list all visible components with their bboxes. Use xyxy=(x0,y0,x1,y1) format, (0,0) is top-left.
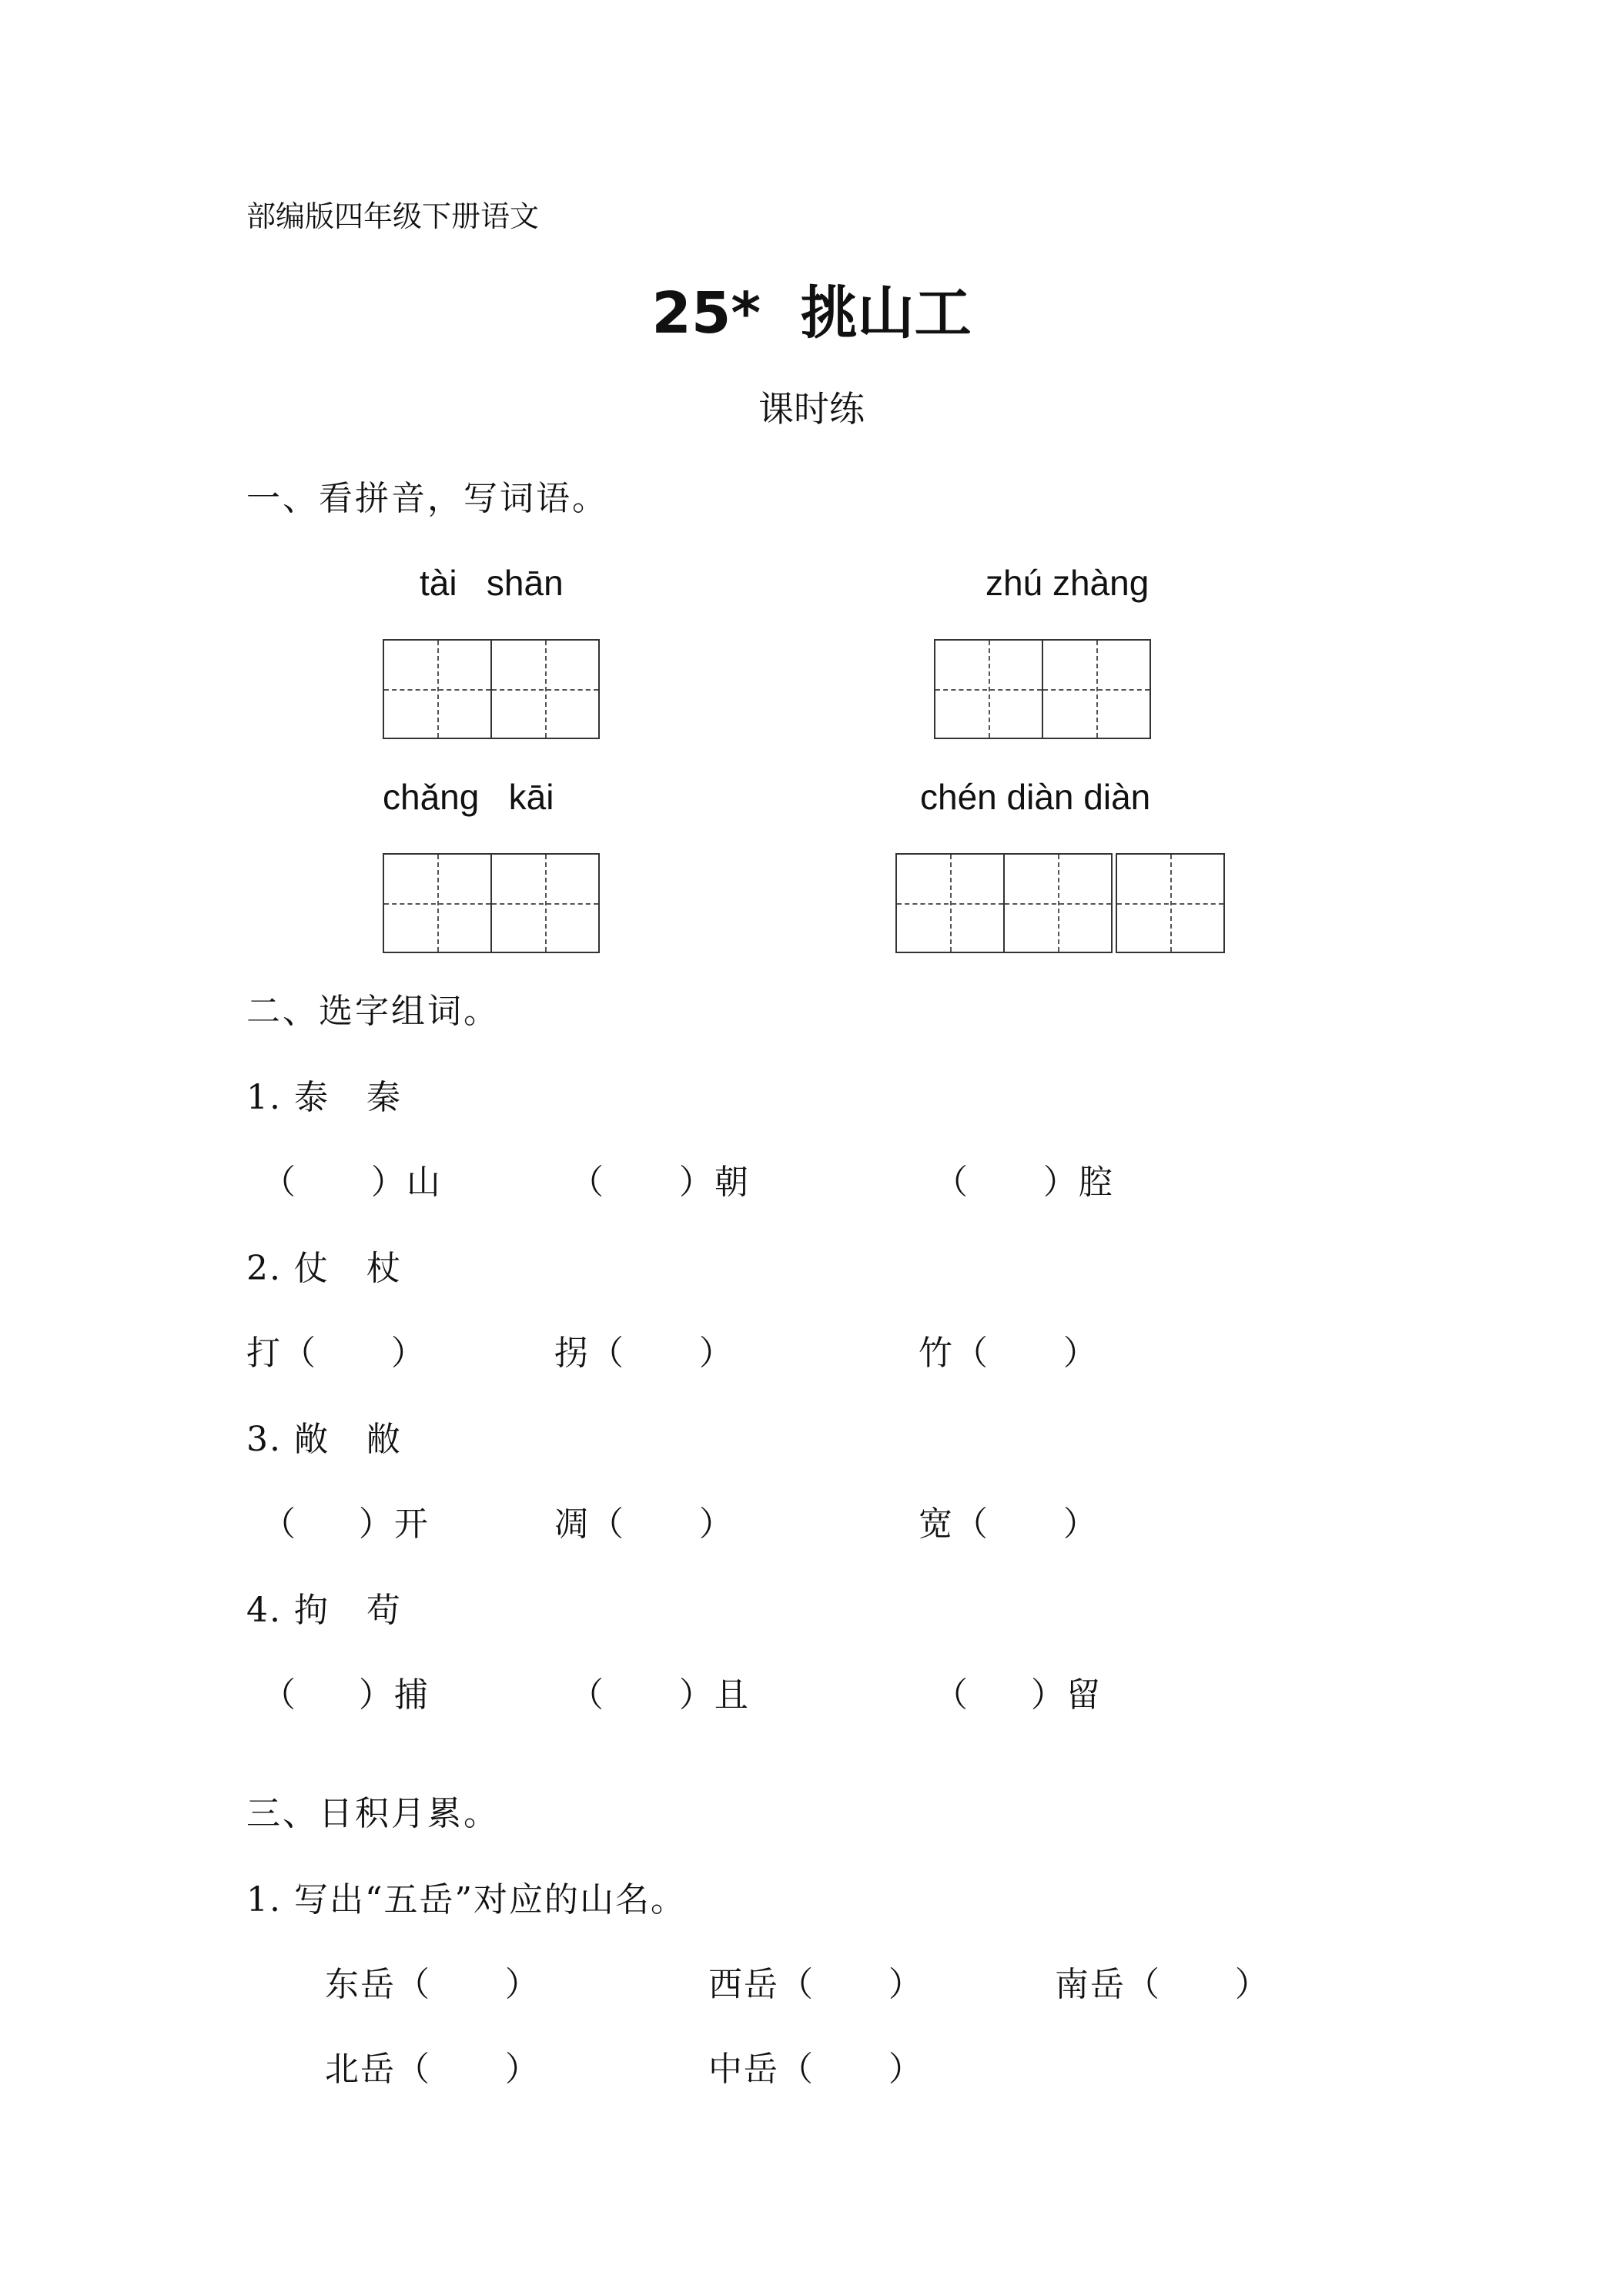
writing-cell[interactable] xyxy=(490,639,600,739)
section2-heading: 二、选字组词。 xyxy=(246,992,500,1031)
group1-item3: （ ）腔 xyxy=(934,1163,1114,1202)
section3-heading: 三、日积月累。 xyxy=(246,1794,500,1833)
q1-center: 中岳（ ） xyxy=(708,2050,924,2089)
group1-item1: （ ）山 xyxy=(262,1163,442,1202)
writing-grid-tai-shan[interactable] xyxy=(383,639,598,739)
group1-label: 1. 泰 秦 xyxy=(246,1078,402,1117)
group4-item2: （ ）且 xyxy=(570,1675,750,1715)
group3-item2: 凋（ ） xyxy=(554,1504,735,1544)
writing-cell[interactable] xyxy=(490,853,600,953)
q1-label: 1. 写出“五岳”对应的山名。 xyxy=(246,1880,686,1919)
group4-label: 4. 拘 苟 xyxy=(246,1591,402,1630)
group2-label: 2. 仗 杖 xyxy=(246,1249,402,1288)
writing-cell[interactable] xyxy=(1116,853,1225,953)
writing-grid-zhu-zhang[interactable] xyxy=(934,639,1149,739)
pinyin-tai-shan: tài shān xyxy=(420,563,564,603)
group1-item2: （ ）朝 xyxy=(570,1163,750,1202)
writing-cell[interactable] xyxy=(383,853,492,953)
group3-item1: （ ）开 xyxy=(262,1504,430,1544)
writing-grid-chen-dian-dian[interactable] xyxy=(895,853,1223,953)
pinyin-chang-kai: chǎng kāi xyxy=(383,777,554,817)
writing-cell[interactable] xyxy=(895,853,1005,953)
group3-label: 3. 敞 敝 xyxy=(246,1420,402,1459)
writing-cell[interactable] xyxy=(934,639,1043,739)
writing-grid-chang-kai[interactable] xyxy=(383,853,598,953)
group2-item2: 拐（ ） xyxy=(554,1334,735,1373)
writing-cell[interactable] xyxy=(1042,639,1151,739)
header-label: 部编版四年级下册语文 xyxy=(246,199,540,233)
q1-south: 南岳（ ） xyxy=(1055,1965,1270,2004)
group4-item3: （ ）留 xyxy=(934,1675,1102,1715)
pinyin-chen-dian-dian: chén diàn diàn xyxy=(920,777,1151,817)
q1-north: 北岳（ ） xyxy=(325,2050,540,2089)
group4-item1: （ ）捕 xyxy=(262,1675,430,1715)
q1-west: 西岳（ ） xyxy=(708,1965,924,2004)
group3-item3: 宽（ ） xyxy=(919,1504,1099,1544)
page-subtitle: 课时练 xyxy=(758,388,865,430)
group2-item3: 竹（ ） xyxy=(919,1334,1099,1373)
page-title: 25* 挑山工 xyxy=(651,280,972,346)
writing-cell[interactable] xyxy=(1003,853,1113,953)
pinyin-zhu-zhang: zhú zhàng xyxy=(986,563,1149,603)
section1-heading: 一、看拼音，写词语。 xyxy=(246,479,608,518)
writing-cell[interactable] xyxy=(383,639,492,739)
group2-item1: 打（ ） xyxy=(246,1334,427,1373)
q1-east: 东岳（ ） xyxy=(325,1965,540,2004)
